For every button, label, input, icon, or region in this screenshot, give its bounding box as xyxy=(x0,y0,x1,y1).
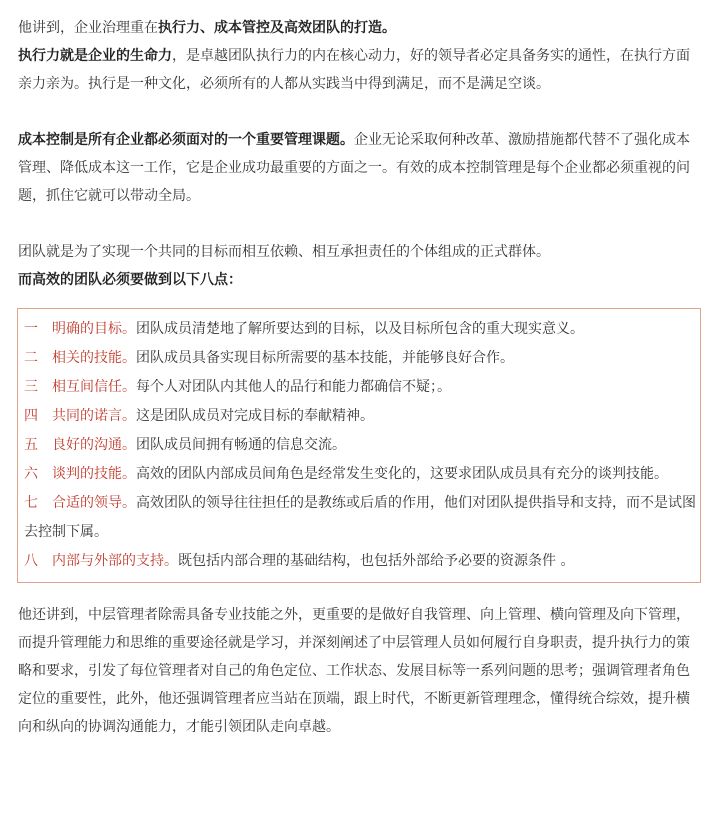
point-desc: 这是团队成员对完成目标的奉献精神。 xyxy=(136,408,374,424)
point-title: 相互间信任。 xyxy=(52,379,136,395)
point-item xyxy=(24,402,700,431)
point-number: 五 xyxy=(24,437,38,453)
spacer xyxy=(18,98,702,126)
point-item xyxy=(24,489,700,547)
point-desc: 高效团队的领导往往担任的是教练或后盾的作用，他们对团队提供指导和支持，而不是试图去控制下属。 xyxy=(24,495,696,540)
point-desc: 高效的团队内部成员间角色是经常发生变化的，这要求团队成员具有充分的谈判技能。 xyxy=(136,466,668,482)
execution-paragraph xyxy=(18,42,702,98)
point-number: 二 xyxy=(24,350,38,366)
cost-heading: 成本控制是所有企业都必须面对的一个重要管理课题。 xyxy=(18,132,354,148)
point-title: 内部与外部的支持。 xyxy=(52,553,178,569)
point-title: 合适的领导。 xyxy=(52,495,136,511)
point-title: 相关的技能。 xyxy=(52,350,136,366)
point-number: 四 xyxy=(24,408,38,424)
team-definition: 团队就是为了实现一个共同的目标而相互依赖、相互承担责任的个体组成的正式群体。 xyxy=(18,244,550,260)
point-title: 明确的目标。 xyxy=(52,321,136,337)
spacer xyxy=(18,210,702,238)
point-item xyxy=(24,547,700,576)
point-desc: 团队成员间拥有畅通的信息交流。 xyxy=(136,437,346,453)
cost-text: 企业无论采取何种改革、激励措施都代替不了强化成本管理、降低成本这一工作，它是企业成功最重要的方面之一。有效的成本控制管理是每个企业都必须重视的问题，抓住它就可以带动全局。 xyxy=(18,132,690,204)
cost-paragraph xyxy=(18,126,702,210)
point-item xyxy=(24,431,700,460)
point-item xyxy=(24,344,700,373)
point-title: 良好的沟通。 xyxy=(52,437,136,453)
execution-heading: 执行力就是企业的生命力 xyxy=(18,48,172,64)
point-desc: 团队成员清楚地了解所要达到的目标，以及目标所包含的重大现实意义。 xyxy=(136,321,584,337)
point-desc: 团队成员具备实现目标所需要的基本技能，并能够良好合作。 xyxy=(136,350,514,366)
point-number: 三 xyxy=(24,379,38,395)
point-title: 共同的诺言。 xyxy=(52,408,136,424)
point-item xyxy=(24,373,700,402)
point-number: 八 xyxy=(24,553,38,569)
point-number: 七 xyxy=(24,495,38,511)
team-points-heading xyxy=(18,266,702,294)
point-title: 谈判的技能。 xyxy=(52,466,136,482)
point-desc: 既包括内部合理的基础结构，也包括外部给予必要的资源条件 。 xyxy=(178,553,575,569)
point-item xyxy=(24,460,700,489)
intro-prefix: 他讲到，企业治理重在 xyxy=(18,20,158,36)
article-body xyxy=(18,14,702,741)
point-item xyxy=(24,315,700,344)
point-number: 六 xyxy=(24,466,38,482)
team-points-bold: 而高效的团队必须要做到以下八点： xyxy=(18,272,242,288)
point-number: 一 xyxy=(24,321,38,337)
intro-paragraph xyxy=(18,14,702,42)
execution-text: ，是卓越团队执行力的内在核心动力，好的领导者必定具备务实的通性，在执行方面亲力亲为。执行是一种文化，必须所有的人都从实践当中得到满足，而不是满足空谈。 xyxy=(18,48,690,92)
eight-points-box xyxy=(17,308,701,583)
intro-bold: 执行力、成本管控及高效团队的打造。 xyxy=(158,20,396,36)
point-desc: 每个人对团队内其他人的品行和能力都确信不疑；。 xyxy=(136,379,451,395)
middle-manager-paragraph: 他还讲到，中层管理者除需具备专业技能之外，更重要的是做好自我管理、向上管理、横向管理及向下管理，而提升管理能力和思维的重要途径就是学习，并深刻阐述了中层管理人员如何履行自身职责，提升执行力的策略和要求，引发了每位管理者对自己的角色定位、工作状态、发展目标等一系列问题的思考；强调管理者角色定位的重要性，此外，他还强调管理者应当站在顶端，跟上时代，不断更新管理理念，懂得统合综效，提升横向和纵向的协调沟通能力，才能引领团队走向卓越。 xyxy=(18,607,690,735)
